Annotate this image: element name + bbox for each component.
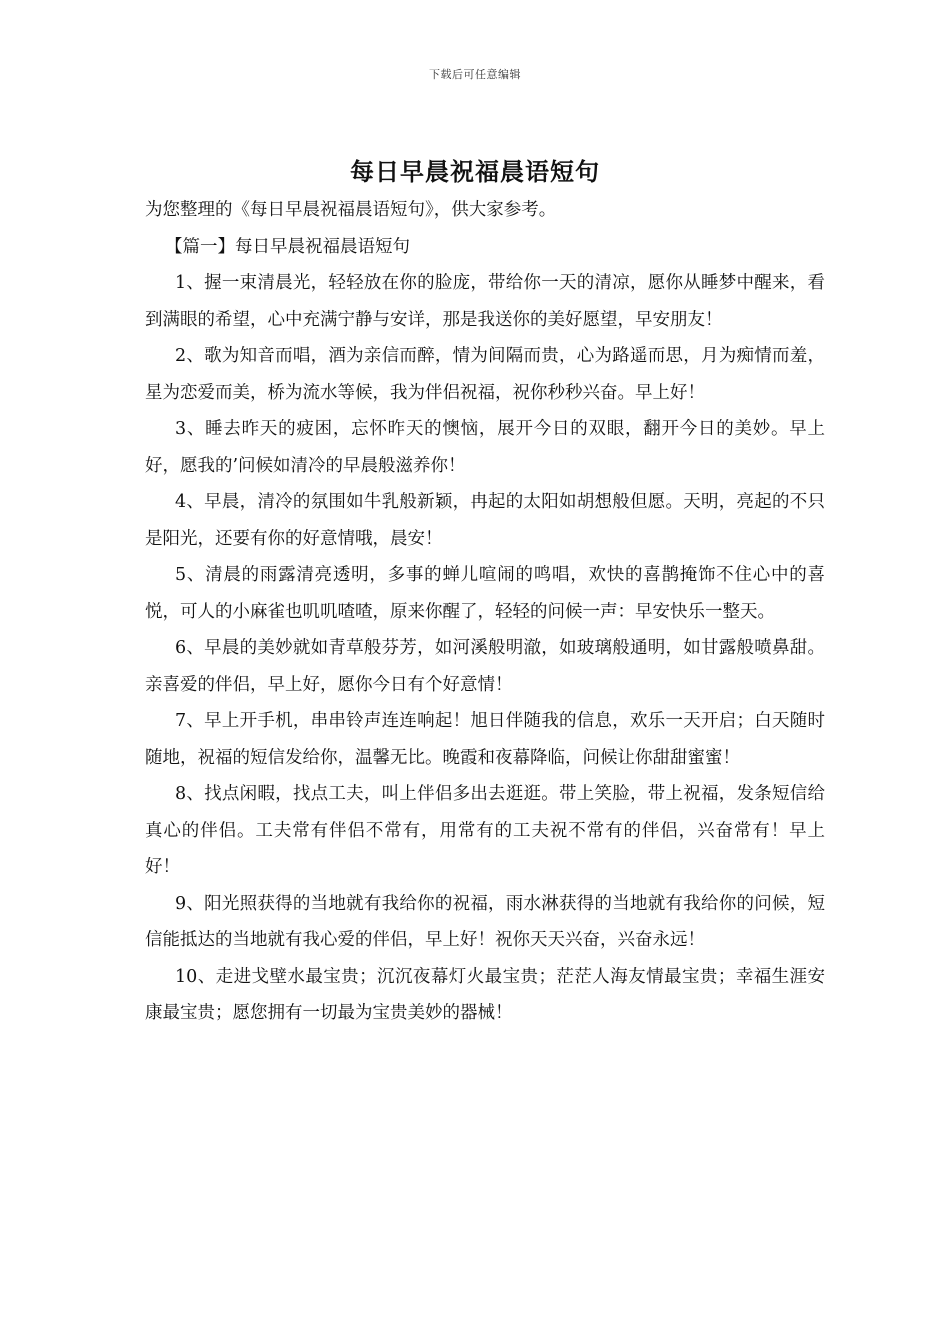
- intro-paragraph: 为您整理的《每日早晨祝福晨语短句》，供大家参考。: [145, 200, 557, 220]
- greeting-item-9: 9、阳光照获得的当地就有我给你的祝福，雨水淋获得的当地就有我给你的问候，短信能抵达的当地就有我心爱的伴侣，早上好！祝你天天兴奋，兴奋永远！: [145, 893, 825, 950]
- page-header-note: 下载后可任意编辑: [429, 68, 521, 81]
- section-heading: 【篇一】每日早晨祝福晨语短句: [165, 236, 410, 257]
- greeting-item-2: 2、歌为知音而唱，酒为亲信而醉，情为间隔而贵，心为路遥而思，月为痴情而羞，星为恋爱而美，桥为流水等候，我为伴侣祝福，祝你秒秒兴奋。早上好！: [145, 346, 825, 403]
- greeting-item-3: 3、睡去昨天的疲困，忘怀昨天的懊恼，展开今日的双眼，翻开今日的美妙。早上好，愿我的’问候如清冷的早晨般滋养你！: [145, 419, 825, 476]
- greeting-item-10: 10、走进戈壁水最宝贵；沉沉夜幕灯火最宝贵；茫茫人海友情最宝贵；幸福生涯安康最宝贵；愿您拥有一切最为宝贵美妙的器械！: [145, 966, 825, 1023]
- document-body: [145, 192, 825, 1032]
- greeting-item-8: 8、找点闲暇，找点工夫，叫上伴侣多出去逛逛。带上笑脸，带上祝福，发条短信给真心的伴侣。工夫常有伴侣不常有，用常有的工夫祝不常有的伴侣，兴奋常有！早上好！: [145, 784, 825, 877]
- greeting-item-1: 1、握一束清晨光，轻轻放在你的脸庞，带给你一天的清凉，愿你从睡梦中醒来，看到满眼的希望，心中充满宁静与安详，那是我送你的美好愿望，早安朋友！: [145, 273, 825, 330]
- greeting-item-7: 7、早上开手机，串串铃声连连响起！旭日伴随我的信息，欢乐一天开启；白天随时随地，祝福的短信发给你，温馨无比。晚霞和夜幕降临，问候让你甜甜蜜蜜！: [145, 711, 825, 768]
- greeting-item-5: 5、清晨的雨露清亮透明，多事的蝉儿喧闹的鸣唱，欢快的喜鹊掩饰不住心中的喜悦，可人的小麻雀也叽叽喳喳，原来你醒了，轻轻的问候一声：早安快乐一整天。: [145, 565, 825, 622]
- greeting-item-6: 6、早晨的美妙就如青草般芬芳，如河溪般明澈，如玻璃般通明，如甘露般喷鼻甜。亲喜爱的伴侣，早上好，愿你今日有个好意情！: [145, 638, 825, 695]
- greeting-item-4: 4、早晨，清冷的氛围如牛乳般新颖，冉起的太阳如胡想般但愿。天明，亮起的不只是阳光，还要有你的好意情哦，晨安！: [145, 492, 825, 549]
- document-title: 每日早晨祝福晨语短句: [350, 157, 600, 186]
